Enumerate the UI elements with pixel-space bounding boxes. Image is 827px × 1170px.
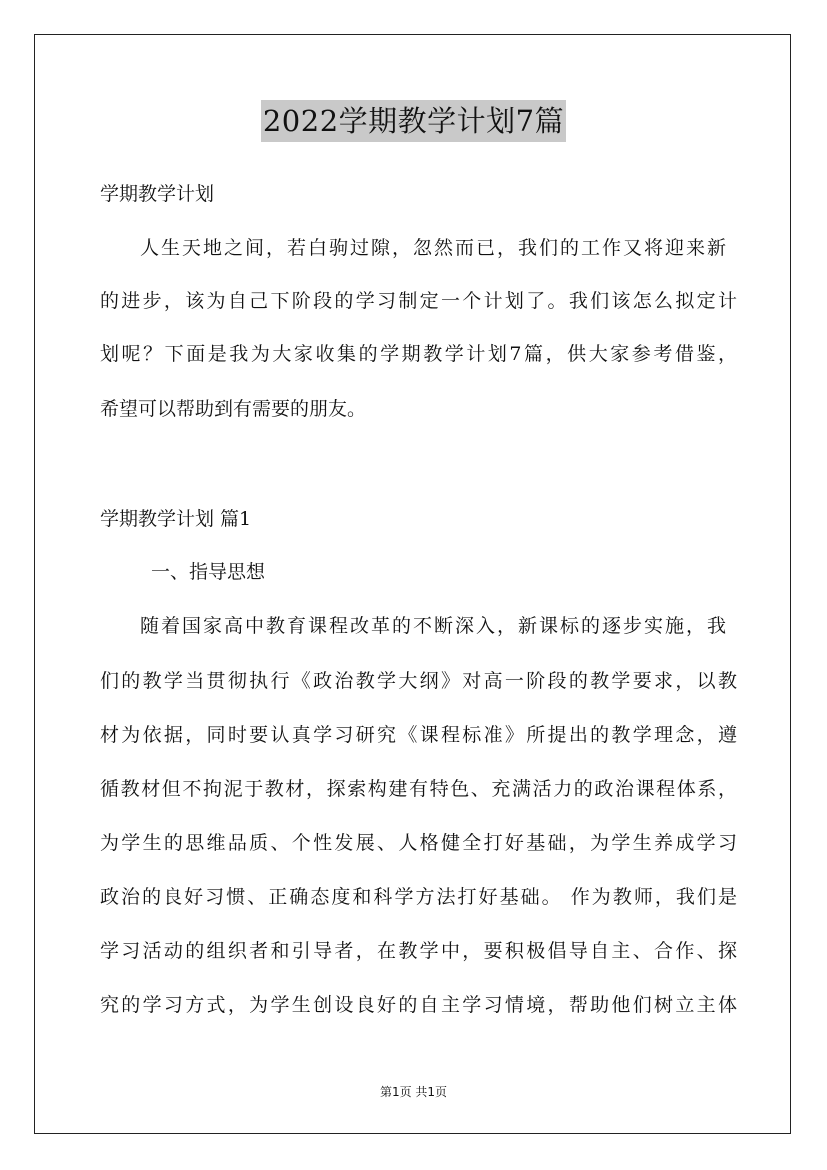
body-paragraph-line: 材为依据，同时要认真学习研究《课程标准》所提出的教学理念，遵 [100, 724, 737, 746]
document-title [0, 100, 827, 142]
intro-paragraph-line: 人生天地之间，若白驹过隙，忽然而已，我们的工作又将迎来新 [140, 237, 726, 259]
body-paragraph-line: 随着国家高中教育课程改革的不断深入，新课标的逐步实施，我 [140, 615, 726, 637]
subsection-heading: 一、指导思想 [151, 561, 266, 583]
intro-paragraph-line: 的进步，该为自己下阶段的学习制定一个计划了。我们该怎么拟定计 [100, 290, 737, 312]
body-paragraph-line: 为学生的思维品质、个性发展、人格健全打好基础，为学生养成学习 [100, 832, 737, 854]
intro-paragraph-line: 希望可以帮助到有需要的朋友。 [100, 398, 367, 420]
body-paragraph-line: 学习活动的组织者和引导者，在教学中，要积极倡导自主、合作、探 [100, 940, 737, 962]
intro-heading: 学期教学计划 [100, 183, 215, 205]
intro-paragraph-line: 划呢？下面是我为大家收集的学期教学计划7篇，供大家参考借鉴， [100, 343, 737, 365]
body-paragraph-line: 政治的良好习惯、正确态度和科学方法打好基础。 作为教师，我们是 [100, 886, 737, 908]
body-paragraph-line: 究的学习方式，为学生创设良好的自主学习情境，帮助他们树立主体 [100, 994, 737, 1016]
body-paragraph-line: 们的教学当贯彻执行《政治教学大纲》对高一阶段的教学要求，以教 [100, 670, 737, 692]
document-title-text: 2022学期教学计划7篇 [261, 100, 566, 142]
section-heading: 学期教学计划 篇1 [100, 508, 252, 530]
page-number-footer: 第1页 共1页 [379, 1085, 448, 1099]
body-paragraph-line: 循教材但不拘泥于教材，探索构建有特色、充满活力的政治课程体系， [100, 778, 737, 800]
